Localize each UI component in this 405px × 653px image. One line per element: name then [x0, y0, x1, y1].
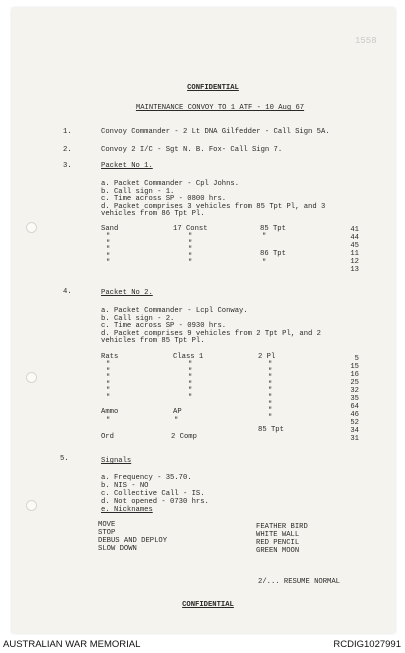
packet-2-vehicle-number: 15	[350, 363, 359, 371]
packet-2-ditto-marks-col1: " " " " " "	[106, 361, 111, 402]
item-number-2: 2.	[63, 146, 72, 154]
signals-line-c: c. Collective Call - IS.	[101, 490, 205, 498]
packet-1-vehicle-number: 11	[350, 250, 359, 258]
packet-1-line-c: c. Time across SP - 0800 hrs.	[101, 195, 227, 203]
archive-name: AUSTRALIAN WAR MEMORIAL	[3, 639, 141, 650]
packet-2-vehicle-number: 25	[350, 379, 359, 387]
packet-1-ditto-marks-col1: " " " " "	[106, 233, 111, 268]
item-number-4: 4.	[63, 288, 72, 296]
packet-1-unit-86-tpt: 86 Tpt	[260, 250, 286, 258]
packet-1-vehicle-number: 44	[350, 234, 359, 242]
packet-2-vehicle-number: 5	[354, 355, 359, 363]
punch-hole-bottom	[26, 500, 37, 511]
packet-2-vehicle-number: 35	[350, 395, 359, 403]
packet-2-vehicle-number: 46	[350, 411, 359, 419]
packet-1-vehicle-number: 45	[350, 242, 359, 250]
item-number-1: 1.	[63, 128, 72, 136]
packet-1-line-b: b. Call sign - 1.	[101, 187, 175, 196]
archive-footer	[0, 637, 405, 653]
packet-1-line-a: a. Packet Commander - Cpl Johns.	[101, 180, 240, 188]
packet-2-vehicle-number: 32	[350, 387, 359, 395]
nickname-left: DEBUS AND DEPLOY	[98, 537, 168, 545]
nickname-right: RED PENCIL	[256, 539, 300, 547]
nickname-left: STOP	[98, 529, 116, 537]
nickname-left: MOVE	[98, 521, 116, 529]
nickname-resume-normal: 2/... RESUME NORMAL	[258, 578, 340, 586]
packet-2-line-b: b. Call sign - 2.	[101, 314, 175, 323]
packet-2-ditto-marks-col3: " " " " " " " " "	[268, 361, 273, 422]
packet-2-unit-ord: Ord	[101, 433, 114, 441]
item-number-3: 3.	[63, 162, 72, 170]
packet-1-vehicle-number: 12	[350, 258, 359, 266]
packet-2-heading: Packet No 2.	[101, 289, 153, 297]
packet-2-ditto-marks-col2b: "	[174, 417, 179, 425]
packet-1-vehicle-number: 41	[350, 226, 359, 234]
packet-2-unit-rats: Rats	[101, 353, 119, 361]
archive-record-id: RCDIG1027991	[333, 639, 401, 650]
item-number-5: 5.	[60, 455, 69, 463]
nickname-right: FEATHER BIRD	[256, 523, 308, 531]
packet-2-line-d-cont: vehicles from 85 Tpt Pl.	[101, 337, 205, 345]
packet-1-unit-sand: Sand	[101, 225, 119, 233]
packet-2-line-d: d. Packet comprises 9 vehicles from 2 Tpt Pl, and 2	[101, 329, 321, 338]
packet-1-ditto-marks-col2: " " " " "	[188, 233, 193, 268]
packet-1-ditto-marks-col3: " "	[262, 233, 267, 268]
classification-footer: CONFIDENTIAL	[182, 601, 234, 609]
document-page	[12, 8, 395, 633]
packet-1-line-d-cont: vehicles from 86 Tpt Pl.	[101, 210, 205, 218]
file-number-stamp: 1558	[355, 36, 377, 46]
signals-line-d: d. Not opened - 0730 hrs.	[101, 498, 209, 506]
packet-2-unit-class-1: Class 1	[173, 353, 204, 361]
packet-2-unit-2-comp: 2 Comp	[171, 433, 197, 441]
punch-hole-middle	[26, 372, 37, 383]
packet-2-vehicle-number: 31	[350, 435, 359, 443]
packet-2-vehicle-number: 16	[350, 371, 359, 379]
item-convoy-2ic: Convoy 2 I/C - Sgt N. B. Fox- Call Sign 7.	[101, 146, 283, 154]
packet-2-unit-ap: AP	[173, 408, 182, 416]
document-title: MAINTENANCE CONVOY TO 1 ATF - 10 Aug 67	[135, 104, 305, 112]
packet-2-unit-85-tpt: 85 Tpt	[258, 426, 284, 434]
packet-1-line-d: d. Packet comprises 3 vehicles from 85 Tpt Pl, and 3	[101, 202, 326, 211]
nickname-right: GREEN MOON	[256, 547, 300, 555]
signals-heading: Signals	[101, 457, 132, 465]
packet-2-ditto-marks-col2: " " " " " "	[188, 361, 193, 402]
packet-1-unit-17-const: 17 Const	[173, 225, 208, 233]
packet-1-heading: Packet No 1.	[101, 162, 153, 170]
packet-2-vehicle-number: 34	[350, 427, 359, 435]
signals-line-a: a. Frequency - 35.70.	[101, 474, 192, 482]
item-convoy-commander: Convoy Commander - 2 Lt DNA Gilfedder - Call Sign 5A.	[101, 128, 330, 136]
nickname-right: WHITE WALL	[256, 531, 300, 539]
classification-header: CONFIDENTIAL	[187, 84, 239, 92]
packet-2-unit-2-pl: 2 Pl	[258, 353, 276, 361]
packet-1-unit-85-tpt: 85 Tpt	[260, 225, 286, 233]
packet-2-line-a: a. Packet Commander - Lcpl Conway.	[101, 307, 248, 315]
packet-1-vehicle-number: 13	[350, 266, 359, 274]
signals-line-b: b. NIS - NO	[101, 482, 149, 490]
packet-2-vehicle-number: 64	[350, 403, 359, 411]
packet-2-vehicle-number: 52	[350, 419, 359, 427]
punch-hole-top	[26, 222, 37, 233]
packet-2-ditto-marks-col1b: "	[106, 417, 111, 425]
packet-2-line-c: c. Time across SP - 0930 hrs.	[101, 322, 227, 330]
packet-2-unit-ammo: Ammo	[101, 408, 119, 416]
signals-nicknames-label: e. Nicknames	[101, 506, 153, 514]
nickname-left: SLOW DOWN	[98, 545, 137, 553]
